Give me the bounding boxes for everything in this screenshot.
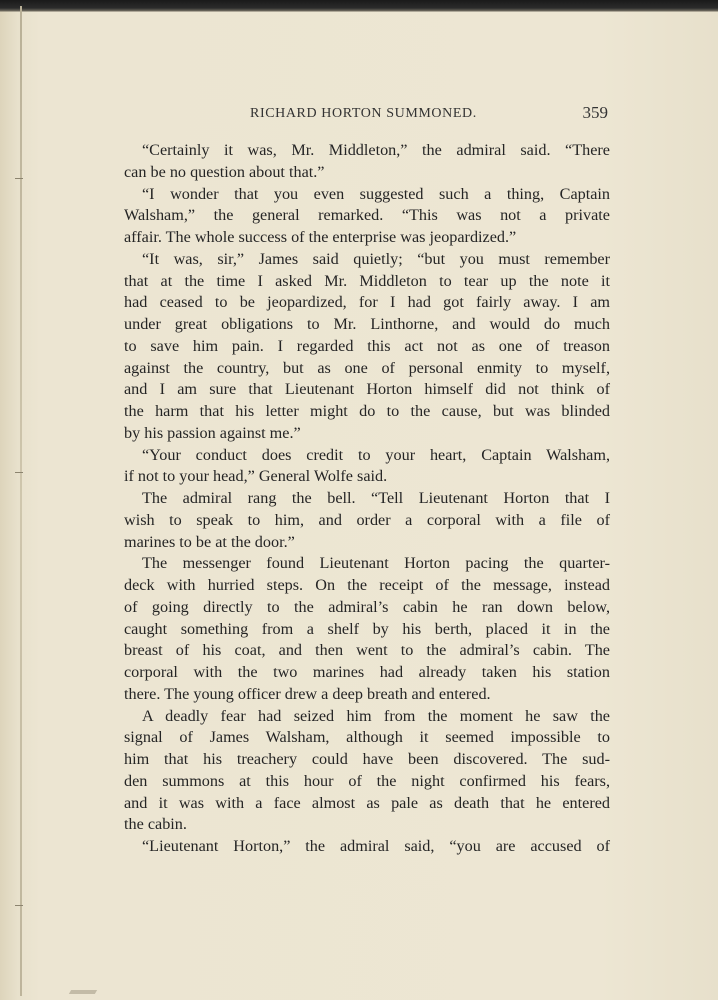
margin-mark (15, 472, 23, 473)
page-header (124, 104, 610, 130)
text-line: “It was, sir,” James said quietly; “but you must remember (142, 249, 610, 268)
page-top-edge (0, 0, 718, 12)
text-line: The admiral rang the bell. “Tell Lieutenant Horton that I (142, 489, 610, 507)
text-line: the harm that his letter might do to the cause, but was blinded (124, 402, 610, 420)
text-line: and I am sure that Lieutenant Horton himself did not think of (124, 380, 610, 399)
page-smudge (69, 990, 97, 994)
text-line: there. The young officer drew a deep breath and entered. (124, 684, 491, 703)
text-line: against the country, but as one of personal enmity to myself, (124, 358, 610, 377)
binding-line (20, 6, 22, 996)
text-line: if not to your head,” General Wolfe said. (124, 467, 388, 486)
text-line: Walsham,” the general remarked. “This was not a private (124, 206, 610, 225)
text-line: under great obligations to Mr. Linthorne, and would do much (124, 315, 610, 333)
text-line: deck with hurried steps. On the receipt of the message, instead (124, 576, 610, 594)
text-line: “Lieutenant Horton,” the admiral said, “you are accused of (142, 837, 610, 855)
text-line: wish to speak to him, and order a corporal with a file of (124, 510, 610, 529)
text-line: corporal with the two marines had already taken his station (124, 663, 610, 681)
body-text (124, 140, 610, 858)
text-line: and it was with a face almost as pale as death that he entered (124, 793, 610, 812)
text-line: breast of his coat, and then went to the admiral’s cabin. The (124, 641, 610, 660)
margin-mark (15, 178, 23, 179)
text-line: “I wonder that you even suggested such a thing, Captain (142, 184, 610, 203)
text-line: affair. The whole success of the enterprise was jeopardized.” (124, 228, 517, 246)
text-line: The messenger found Lieutenant Horton pacing the quarter- (142, 554, 610, 573)
text-line: “Your conduct does credit to your heart, Captain Walsham, (142, 445, 610, 464)
margin-mark (15, 905, 23, 906)
page-number: 359 (582, 103, 608, 122)
running-title: RICHARD HORTON SUMMONED. (250, 106, 477, 121)
text-line: A deadly fear had seized him from the moment he saw the (142, 706, 610, 725)
text-line: the cabin. (124, 815, 187, 834)
text-line: of going directly to the admiral’s cabin he ran down below, (124, 597, 610, 616)
text-line: den summons at this hour of the night confirmed his fears, (124, 771, 610, 790)
text-line: caught something from a shelf by his berth, placed it in the (124, 619, 610, 638)
text-line: marines to be at the door.” (124, 532, 295, 551)
text-line: him that his treachery could have been discovered. The sud- (124, 750, 610, 768)
text-line: to save him pain. I regarded this act not as one of treason (124, 336, 610, 355)
text-line: that at the time I asked Mr. Middleton to tear up the note it (124, 271, 610, 290)
text-line: had ceased to be jeopardized, for I had got fairly away. I am (124, 293, 610, 312)
text-line: can be no question about that.” (124, 162, 325, 181)
text-line: by his passion against me.” (124, 423, 301, 442)
text-line: signal of James Walsham, although it seemed impossible to (124, 728, 610, 747)
text-line: “Certainly it was, Mr. Middleton,” the admiral said. “There (142, 141, 610, 159)
